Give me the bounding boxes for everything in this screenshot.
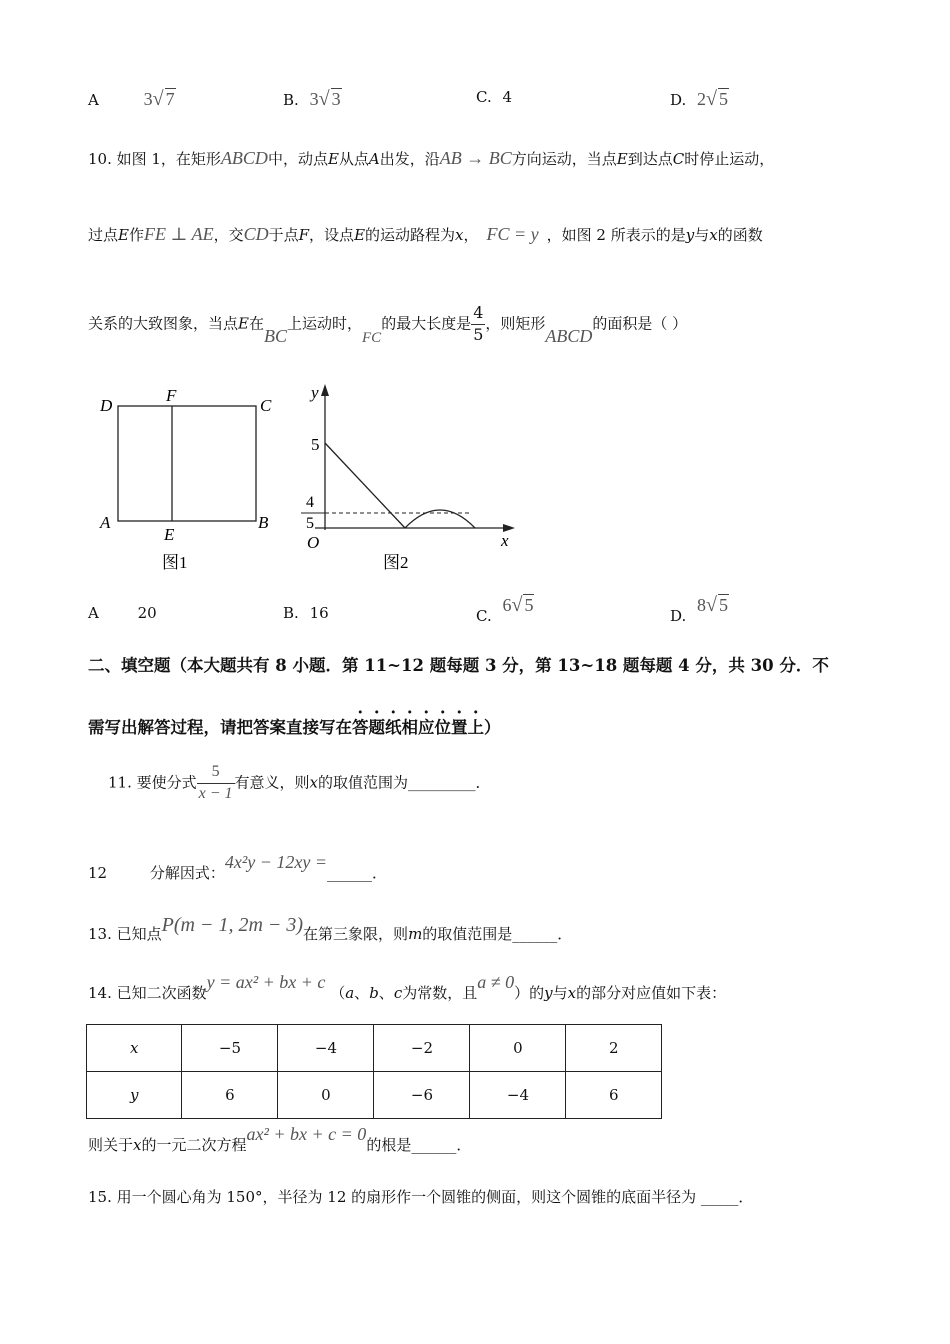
table-row-x <box>87 1025 662 1072</box>
q10-line-1: 10. 如图 1，在矩形ABCD中，动点E从点A出发，沿AB → BC方向运动，当点E到达点C时停止运动， <box>88 148 775 168</box>
fraction-four-fifths: $\frac{4}{5}$ <box>473 303 484 344</box>
q10-option-b: B. 16 <box>283 604 329 622</box>
figure-1-rectangle <box>90 380 290 580</box>
label-d: D <box>100 396 113 415</box>
y-axis-arrow <box>321 384 329 396</box>
table-cell: 0 <box>278 1072 374 1119</box>
q9-option-a: A 3√ 7 <box>88 88 175 110</box>
figure-2-graph <box>295 380 525 580</box>
section-2-heading-line-2: 需写出解答过程，请把答案直接写在答题纸相应位置上） <box>88 718 501 737</box>
table-cell: −4 <box>278 1025 374 1072</box>
q14-followup: 则关于x的一元二次方程ax² + bx + c = 0的根是______． <box>88 1124 472 1154</box>
table-cell: 2 <box>566 1025 662 1072</box>
label-f: F <box>166 386 177 405</box>
q10-option-d: D. 8√ 5 <box>670 594 729 625</box>
label-c: C <box>260 396 272 415</box>
fraction-5-over-x-minus-1: $\frac{5}{x - 1}$ <box>198 763 233 802</box>
q10-option-a: A 20 <box>88 604 157 622</box>
table-cell: −4 <box>470 1072 566 1119</box>
tick-label-5-den: 5 <box>306 515 314 532</box>
tick-label-5: 5 <box>311 435 320 454</box>
caption-fig2: 图2 <box>383 553 409 572</box>
table-header-y: y <box>87 1072 182 1119</box>
question-12: 12 分解因式：4x²y − 12xy =______． <box>88 852 388 882</box>
q9-option-c: C. 4 <box>476 88 513 106</box>
q14-value-table <box>86 1024 662 1119</box>
table-cell: −6 <box>374 1072 470 1119</box>
label-e: E <box>164 525 175 544</box>
question-11: 11. 要使分式 $\frac{5}{x - 1}$ 有意义，则x的取值范围为_________． <box>108 763 491 802</box>
table-cell: 6 <box>182 1072 278 1119</box>
label-a: A <box>100 513 111 532</box>
y-axis-label: y <box>311 383 319 402</box>
graph-line-segment <box>325 443 405 528</box>
question-15: 15. 用一个圆心角为 150°，半径为 12 的扇形作一个圆锥的侧面，则这个圆锥的底面半径为 _____． <box>88 1188 754 1206</box>
table-cell: 0 <box>470 1025 566 1072</box>
tick-label-4: 4 <box>306 494 314 511</box>
q10-option-c: C. 6√ 5 <box>476 594 534 625</box>
table-cell: 6 <box>566 1072 662 1119</box>
q10-line-2: 过点E作FE ⊥ AE，交CD于点F，设点E的运动路程为x， FC = y ，如图 2 所表示的是y与x的函数 <box>88 224 763 244</box>
x-axis-label: x <box>501 531 509 550</box>
question-13: 13. 已知点P(m − 1, 2m − 3)在第三象限，则m的取值范围是______． <box>88 914 573 943</box>
table-cell: −2 <box>374 1025 470 1072</box>
label-b: B <box>258 513 269 532</box>
q9-option-b: B. 3√ 3 <box>283 88 341 110</box>
question-14: 14. 已知二次函数y = ax² + bx + c （a、b、c为常数，且a ≠ 0）的y与x的部分对应值如下表： <box>88 972 727 1002</box>
origin-label: O <box>307 533 320 552</box>
table-row-y <box>87 1072 662 1119</box>
section-2-heading-line-1: 二、填空题（本大题共有 8 小题．第 11~12 题每题 3 分，第 13~18 题每题 4 分，共 30 分．不 <box>88 656 829 675</box>
q9-option-d: D. 2√ 5 <box>670 88 729 110</box>
caption-fig1: 图1 <box>162 553 188 572</box>
table-header-x: x <box>87 1025 182 1072</box>
q10-line-3: 关系的大致图象，当点E在BC上运动时，FC的最大长度是 $\frac{4}{5}$ ，则矩形ABCD的面积是（ ） <box>88 303 688 347</box>
table-cell: −5 <box>182 1025 278 1072</box>
rectangle-abcd <box>118 406 256 521</box>
